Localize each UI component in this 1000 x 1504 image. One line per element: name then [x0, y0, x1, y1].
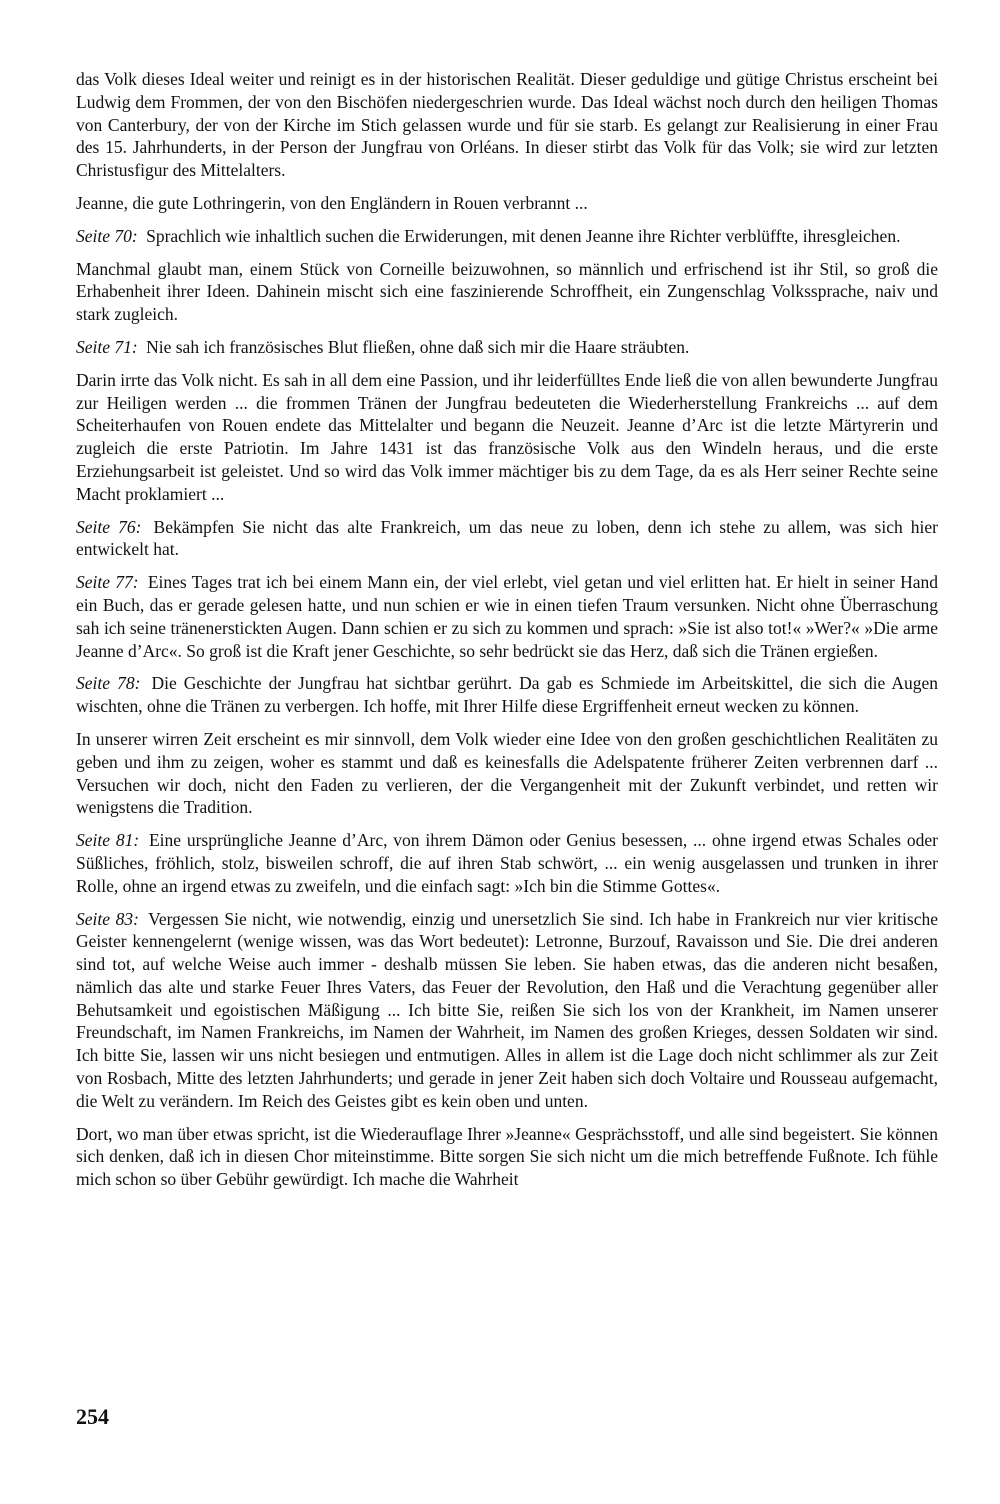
paragraph-text: Die Geschichte der Jungfrau hat sichtbar gerührt. Da gab es Schmiede im Arbeitskittel, die sich die Augen wischten, ohne die Tränen zu verbergen. Ich hoffe, mit Ihrer Hilfe diese Ergriffenheit erneut wecken zu können. — [76, 673, 938, 717]
paragraph-text: Vergessen Sie nicht, wie notwendig, einzig und unersetzlich Sie sind. Ich habe in Frankreich nur vier kritische Geister kennengelernt (wenige wissen, was das Wort bedeutet): Letronne, Burzouf, Ravaisson und Sie. Die drei anderen sind tot, auf welche Weise auch immer - deshalb müssen Sie leben. Sie haben etwas, das die anderen nicht besaßen, nämlich das alte und starke Feuer Ihres Vaters, das Feuer der Revolution, den Haß und die Verachtung gegenüber aller Behutsamkeit und egoistischen Mäßigung ... Ich bitte Sie, reißen Sie sich los von der Krankheit, im Namen unserer Freundschaft, im Namen Frankreichs, im Namen der Wahrheit, im Namen des großen Krieges, dessen Soldaten wir sind. Ich bitte Sie, lassen wir uns nicht besiegen und entmutigen. Alles in allem ist die Lage doch nicht schlimmer als zur Zeit von Rosbach, Mitte des letzten Jahrhunderts; und gerade in jener Zeit haben sich doch Voltaire und Rousseau aufgemacht, die Welt zu verändern. Im Reich des Geistes gibt es kein oben und unten. — [76, 908, 939, 1111]
paragraph-text: In unserer wirren Zeit erscheint es mir sinnvoll, dem Volk wieder eine Idee von den großen geschichtlichen Realitäten zu geben und ihm zu zeigen, woher es stammt und daß es keinesfalls die Adelspatente früherer Zeiten verbrennen darf ... Versuchen wir doch, nicht den Faden zu verlieren, der die Vergangenheit mit der Zukunft verbindet, und retten wir wenigstens die Tradition. — [76, 728, 938, 818]
paragraph — [76, 728, 938, 819]
paragraph-text: das Volk dieses Ideal weiter und reinigt es in der historischen Realität. Dieser geduldige und gütige Christus erscheint bei Ludwig dem Frommen, der von den Bischöfen niedergeschrien wurde. Das Ideal wächst noch durch den heiligen Thomas von Canterbury, der von der Kirche im Stich gelassen wurde und für sie starb. Es gelangt zur Realisierung in einer Frau des 15. Jahrhunderts, in der Person der Jungfrau von Orléans. In dieser stirbt das Volk für das Volk; sie wird zur letzten Christusfigur des Mittelalters. — [76, 69, 938, 181]
paragraph-text: Eine ursprüngliche Jeanne d’Arc, von ihrem Dämon oder Genius besessen, ... ohne irgend etwas Schales oder Süßliches, fröhlich, stolz, bisweilen schroff, die auf ihren Stab schwört, ... ein wenig ausgelassen und trunken in ihrer Rolle, ohne an irgend etwas zu zweifeln, und die einfach sagt: »Ich bin die Stimme Gottes«. — [76, 830, 939, 896]
paragraph-text: Jeanne, die gute Lothringerin, von den Engländern in Rouen verbrannt ... — [76, 192, 588, 213]
paragraph — [76, 571, 938, 662]
page-reference: Seite 83: — [76, 908, 139, 929]
paragraph — [76, 192, 938, 215]
paragraph — [76, 672, 938, 718]
page-reference: Seite 78: — [76, 673, 141, 694]
page-body — [76, 68, 938, 1201]
page-reference: Seite 77: — [76, 572, 139, 593]
page-number: 254 — [76, 1404, 109, 1429]
paragraph-text: Dort, wo man über etwas spricht, ist die Wiederauflage Ihrer »Jeanne« Gesprächsstoff, und alle sind begeistert. Sie können sich denken, daß ich in diesen Chor miteinstimme. Bitte sorgen Sie sich nicht um die mich betreffende Fußnote. Ich fühle mich schon so über Gebühr gewürdigt. Ich mache die Wahrheit — [76, 1123, 938, 1190]
paragraph — [76, 225, 938, 248]
paragraph-text: Manchmal glaubt man, einem Stück von Corneille beizuwohnen, so männlich und erfrischend ist ihr Stil, so groß die Erhabenheit ihrer Ideen. Dahinein mischt sich eine faszinierende Schroffheit, ein Zungenschlag Volkssprache, naiv und stark zugleich. — [76, 258, 938, 325]
paragraph — [76, 369, 938, 506]
paragraph — [76, 258, 938, 326]
paragraph-text: Darin irrte das Volk nicht. Es sah in all dem eine Passion, und ihr leiderfülltes Ende ließ die von allen bewunderte Jungfrau zur Heiligen werden ... die frommen Tränen der Jungfrau bedeuteten die Wiederherstellung Frankreichs ... auf dem Scheiterhaufen von Rouen endete das Mittelalter und begann die Neuzeit. Jeanne d’Arc ist die letzte Märtyrerin und zugleich die erste Patriotin. Im Jahre 1431 ist das französische Volk aus den Windeln heraus, und die erste Erziehungsarbeit ist geleistet. Und so wird das Volk immer mächtiger bis zu dem Tage, da es als Herr seiner Rechte seine Macht proklamiert ... — [76, 369, 938, 504]
paragraph-text: Sprachlich wie inhaltlich suchen die Erwiderungen, mit denen Jeanne ihre Richter verblüffte, ihresgleichen. — [146, 225, 901, 246]
page-reference: Seite 70: — [76, 225, 138, 246]
page-reference: Seite 71: — [76, 336, 138, 357]
paragraph — [76, 68, 938, 182]
paragraph — [76, 516, 938, 562]
paragraph-text: Eines Tages trat ich bei einem Mann ein, der viel erlebt, viel getan und viel erlitten hat. Er hielt in seiner Hand ein Buch, das er gerade gelesen hatte, und nun schien er wie in einen tiefen Traum versunken. Nicht ohne Überraschung sah ich seine tränenerstickten Augen. Dann schien er zu sich zu kommen und sprach: »Sie ist also tot!« »Wer?« »Die arme Jeanne d’Arc«. So groß ist die Kraft jener Geschichte, so sehr bedrückt sie das Herz, daß sich die Tränen ergießen. — [76, 572, 939, 661]
paragraph — [76, 908, 938, 1113]
paragraph — [76, 1123, 938, 1191]
paragraph-text: Bekämpfen Sie nicht das alte Frankreich, um das neue zu loben, denn ich stehe zu allem, was sich hier entwickelt hat. — [76, 516, 938, 560]
paragraph-text: Nie sah ich französisches Blut fließen, ohne daß sich mir die Haare sträubten. — [146, 336, 690, 357]
page-reference: Seite 76: — [76, 516, 142, 537]
paragraph — [76, 336, 938, 359]
page-reference: Seite 81: — [76, 830, 140, 851]
paragraph — [76, 829, 938, 897]
